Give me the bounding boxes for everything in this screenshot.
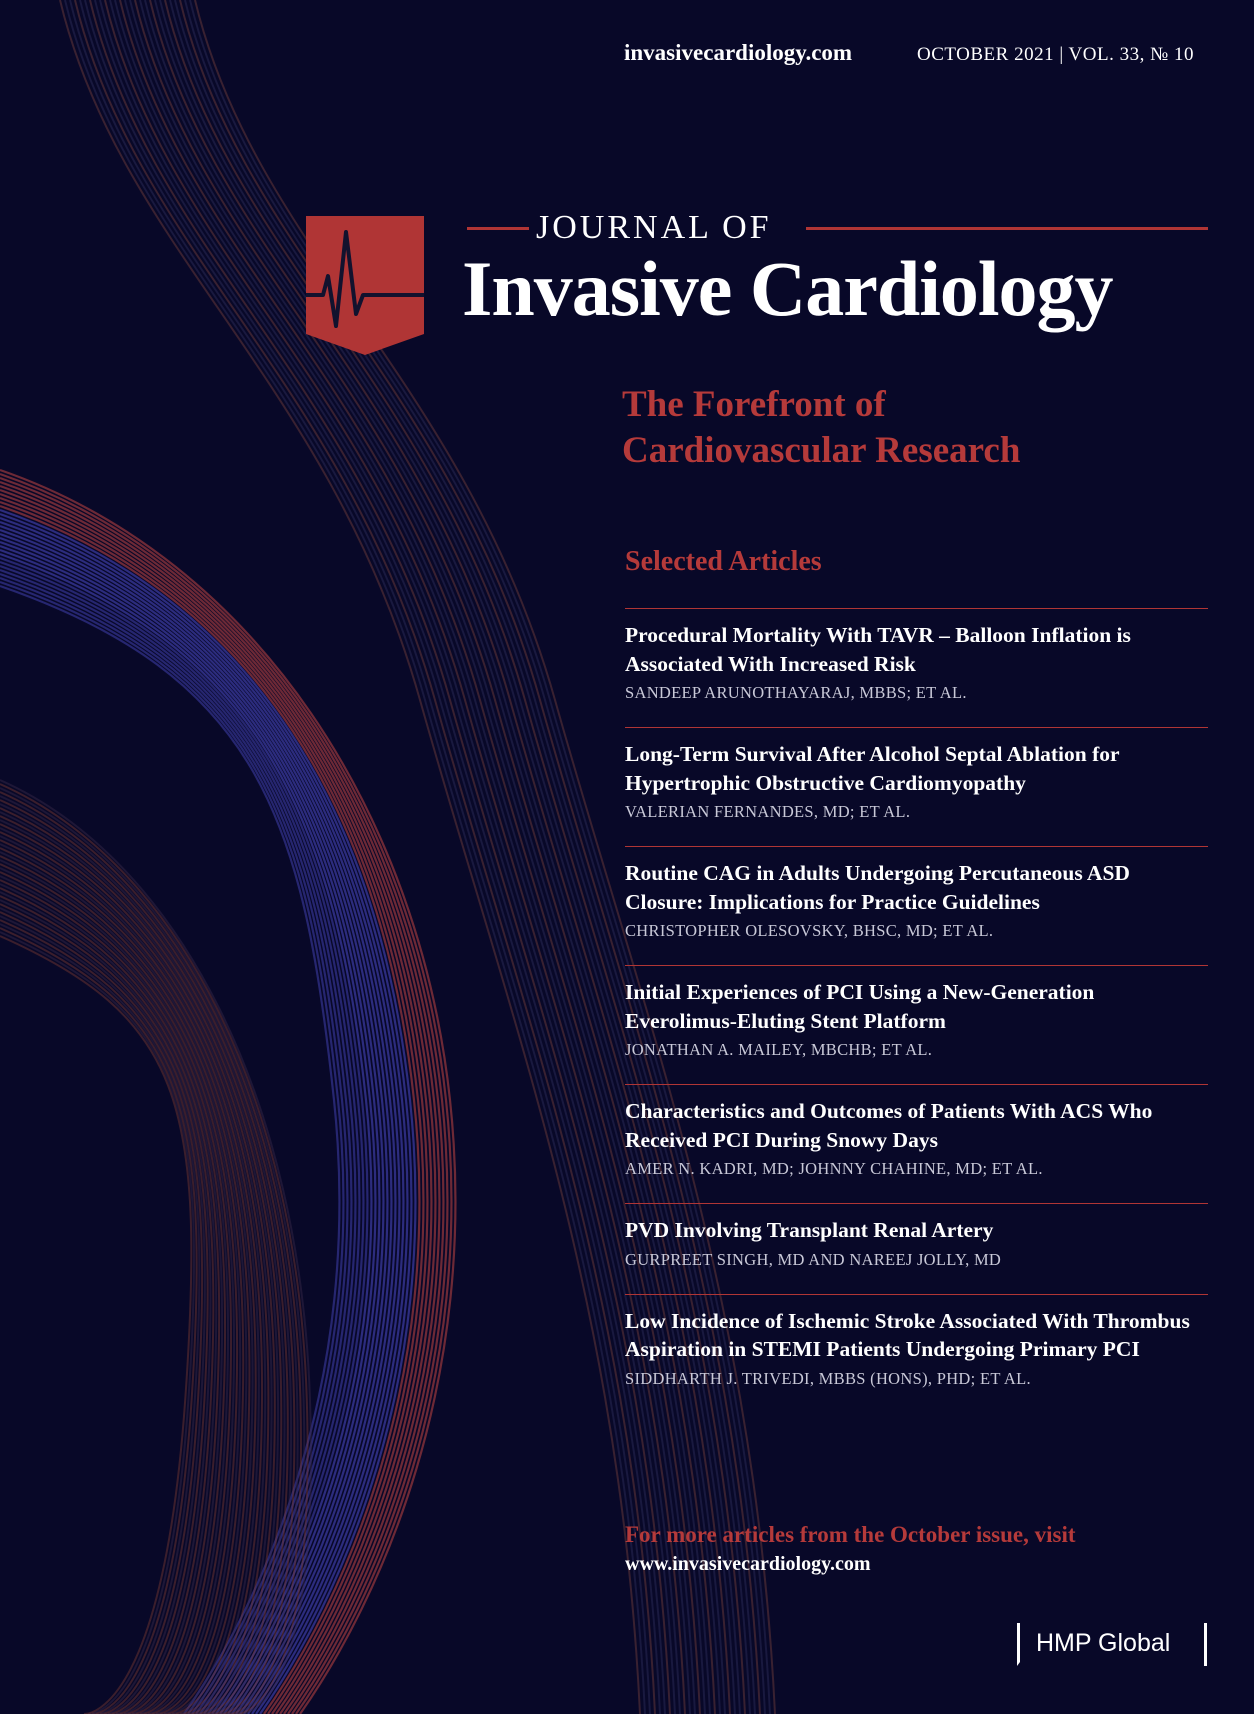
article-title[interactable]: Long-Term Survival After Alcohol Septal Ablation for Hypertrophic Obstructive Cardiomyopathy bbox=[625, 742, 1120, 795]
article-title[interactable]: PVD Involving Transplant Renal Artery bbox=[625, 1218, 994, 1242]
more-articles-text: For more articles from the October issue, visit bbox=[625, 1522, 1076, 1547]
masthead-rule-right bbox=[806, 227, 1208, 230]
tagline bbox=[622, 382, 1020, 474]
article-item[interactable] bbox=[625, 1294, 1208, 1413]
masthead-journal-of: JOURNAL OF bbox=[536, 209, 772, 246]
article-title[interactable]: Characteristics and Outcomes of Patients With ACS Who Received PCI During Snowy Days bbox=[625, 1099, 1153, 1152]
article-item[interactable] bbox=[625, 965, 1208, 1084]
article-authors: GURPREET SINGH, MD AND NAREEJ JOLLY, MD bbox=[625, 1249, 1002, 1269]
article-authors: CHRISTOPHER OLESOVSKY, BHSC, MD; ET AL. bbox=[625, 921, 994, 940]
article-authors: AMER N. KADRI, MD; JOHNNY CHAHINE, MD; ET AL. bbox=[625, 1159, 1043, 1178]
selected-articles-heading: Selected Articles bbox=[625, 546, 822, 577]
article-authors: SIDDHARTH J. TRIVEDI, MBBS (HONS), PHD; ET AL. bbox=[625, 1368, 1031, 1388]
article-title[interactable]: Procedural Mortality With TAVR – Balloon Inflation is Associated With Increased Risk bbox=[625, 623, 1131, 676]
article-title[interactable]: Routine CAG in Adults Undergoing Percutaneous ASD Closure: Implications for Practice Guidelines bbox=[625, 861, 1130, 914]
article-title[interactable]: Low Incidence of Ischemic Stroke Associated With Thrombus Aspiration in STEMI Patients Undergoing Primary PCI bbox=[625, 1308, 1190, 1361]
article-item[interactable] bbox=[625, 846, 1208, 965]
issue-info: OCTOBER 2021 | VOL. 33, № 10 bbox=[917, 44, 1194, 65]
article-authors: VALERIAN FERNANDES, MD; ET AL. bbox=[625, 802, 911, 821]
article-item[interactable] bbox=[625, 1203, 1208, 1294]
publisher-logo: HMP Global bbox=[1036, 1629, 1171, 1657]
journal-title: Invasive Cardiology bbox=[462, 245, 1113, 332]
article-list bbox=[625, 608, 1208, 1413]
website-url[interactable]: invasivecardiology.com bbox=[624, 40, 853, 65]
tagline-line1: The Forefront of bbox=[622, 384, 886, 425]
article-authors: JONATHAN A. MAILEY, MBCHB; ET AL. bbox=[625, 1040, 933, 1059]
heartbeat-logo-icon bbox=[306, 216, 424, 355]
article-item[interactable] bbox=[625, 727, 1208, 846]
article-item[interactable] bbox=[625, 608, 1208, 727]
tagline-line2: Cardiovascular Research bbox=[622, 430, 1021, 471]
footer-url[interactable]: www.invasivecardiology.com bbox=[625, 1553, 871, 1575]
article-title[interactable]: Initial Experiences of PCI Using a New-Generation Everolimus-Eluting Stent Platform bbox=[625, 980, 1095, 1033]
article-item[interactable] bbox=[625, 1084, 1208, 1203]
article-authors: SANDEEP ARUNOTHAYARAJ, MBBS; ET AL. bbox=[625, 683, 967, 702]
masthead-rule-left bbox=[467, 227, 529, 230]
